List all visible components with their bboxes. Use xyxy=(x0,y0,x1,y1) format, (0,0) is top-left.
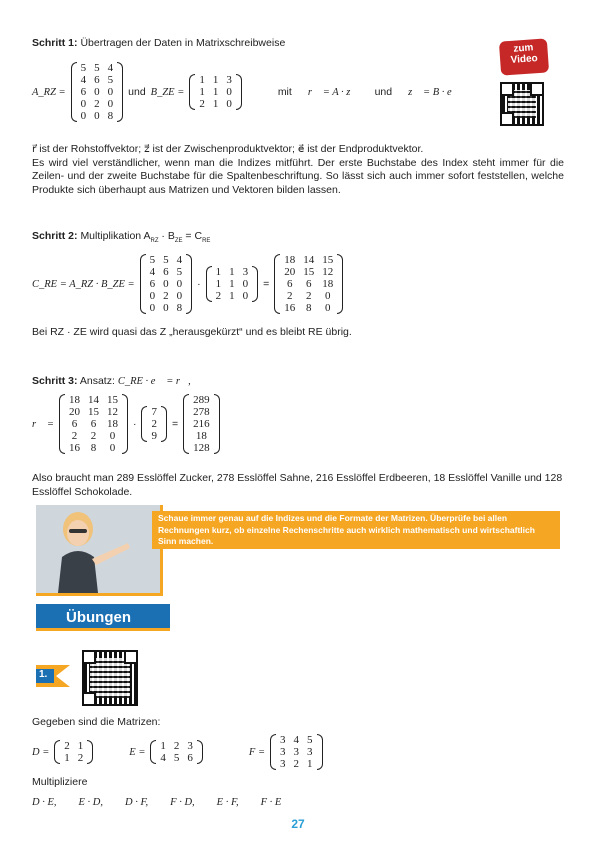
matrix-cell: 0 xyxy=(325,290,331,302)
matrix-cell: 1 xyxy=(199,86,205,98)
bracket-right xyxy=(161,406,167,442)
matrix-cell: 1 xyxy=(229,290,235,302)
matrix-cell: 0 xyxy=(94,86,100,98)
exercise-task: Multipliziere xyxy=(32,776,88,788)
vector-r xyxy=(183,394,220,454)
matrix-cell: 18 xyxy=(322,278,334,290)
matrix-cell: 0 xyxy=(109,430,116,442)
bracket-right xyxy=(197,740,203,764)
product-item: D · E, xyxy=(32,797,57,808)
matrix-cell: 4 xyxy=(149,266,156,278)
matrix-cell: 216 xyxy=(193,418,210,430)
matrix-cell: 6 xyxy=(94,74,100,86)
exercise-intro: Gegeben sind die Matrizen: xyxy=(32,716,161,728)
matrix-b xyxy=(189,74,242,110)
matrix-cell: 6 xyxy=(163,266,169,278)
matrix-cell: 278 xyxy=(193,406,210,418)
product-item: F · E xyxy=(260,797,282,808)
exercise-number-badge: 1. xyxy=(36,665,70,687)
bracket-right xyxy=(122,394,128,454)
step2-heading: Schritt 2: Multiplikation $A_{RZ} \cdot B_{ZE} = C_{RE}$ xyxy=(32,230,211,245)
matrix-cell: 1 xyxy=(215,266,222,278)
matrix-cell: 6 xyxy=(80,86,87,98)
matrix-cell: 15 xyxy=(87,406,99,418)
matrix-cell: 8 xyxy=(107,110,114,122)
step2-equation: C_RE = A_RZ · B_ZE = 5 5 4 4 6 5 6 0 0 0 2 0 0 0 8 · 1 1 3 1 1 0 2 1 0 = 18 14 15 20 15 12 6 6 18 2 2 0 16 8 0 xyxy=(32,254,343,314)
matrix-b-copy xyxy=(206,266,259,302)
matrix-cell: 289 xyxy=(193,394,210,406)
matrix-cell: 0 xyxy=(94,110,100,122)
matrix-cell: 15 xyxy=(303,266,315,278)
matrix-cell: 8 xyxy=(176,302,183,314)
matrix-cell: 2 xyxy=(71,430,78,442)
step1-equation: A_RZ = 5 5 4 4 6 5 6 0 0 0 2 0 0 0 8 und B_ZE = 1 1 3 1 1 0 2 1 0 mit r⃗ = A · z⃗ und z⃗ = B · e⃗ xyxy=(32,62,460,122)
matrix-a-copy xyxy=(140,254,193,314)
matrix-cell: 1 xyxy=(212,74,219,86)
matrix-cell: 0 xyxy=(163,278,169,290)
matrix-a-name: A_RZ = xyxy=(32,86,66,98)
matrix-e xyxy=(150,740,203,764)
bracket-right xyxy=(317,734,323,770)
person-pointing-icon xyxy=(36,505,160,593)
matrix-cell: 2 xyxy=(64,740,70,752)
matrix-cell: 2 xyxy=(215,290,222,302)
matrix-cell: 1 xyxy=(229,278,235,290)
matrix-cell: 2 xyxy=(94,98,100,110)
matrix-f xyxy=(270,734,323,770)
matrix-b-name: B_ZE = xyxy=(150,86,185,98)
matrix-d xyxy=(54,740,93,764)
matrix-cell: 14 xyxy=(303,254,315,266)
matrix-cell: 1 xyxy=(160,740,166,752)
matrix-cell: 5 xyxy=(173,752,180,764)
matrix-cell: 6 xyxy=(306,278,312,290)
step3-conclusion: Also braucht man 289 Esslöffel Zucker, 278 Esslöffel Sahne, 216 Esslöffel Erdbeeren, 18 Esslöffel Vanille und 128 Esslöffel Schokolade. xyxy=(32,472,563,498)
matrix-cell: 18 xyxy=(284,254,296,266)
matrix-cell: 6 xyxy=(287,278,293,290)
bracket-right xyxy=(337,254,343,314)
matrix-cell: 1 xyxy=(64,752,70,764)
matrix-cell: 5 xyxy=(149,254,156,266)
matrix-cell: 15 xyxy=(322,254,334,266)
matrix-cell: 2 xyxy=(293,758,300,770)
bracket-right xyxy=(186,254,192,314)
tip-box: Schaue immer genau auf die Indizes und die Formate der Matrizen. Überprüfe bei allen Rechnungen kurz, ob einzelne Rechenschritte auch wirklich mathematisch und wirtschaftlich Sinn machen. xyxy=(152,511,560,549)
matrix-cell: 5 xyxy=(107,74,114,86)
matrix-cell: 0 xyxy=(80,110,87,122)
step3-equation: r⃗ = 18 14 15 20 15 12 6 6 18 2 2 0 16 8 0 · 7 2 9 = 289 278 216 18 128 xyxy=(32,394,220,454)
formula-r: r⃗ = A · z⃗ xyxy=(307,86,359,98)
qr-code-video[interactable] xyxy=(500,82,544,126)
matrix-cell: 6 xyxy=(71,418,78,430)
bracket-right xyxy=(87,740,93,764)
matrix-cell: 16 xyxy=(68,442,80,454)
matrix-cell: 14 xyxy=(87,394,99,406)
bracket-right xyxy=(117,62,123,122)
product-item: E · F, xyxy=(216,797,239,808)
matrix-cell: 3 xyxy=(187,740,193,752)
matrix-cell: 2 xyxy=(151,418,157,430)
matrix-cell: 0 xyxy=(109,442,116,454)
matrix-cell: 18 xyxy=(68,394,80,406)
matrix-c-copy xyxy=(59,394,128,454)
matrix-cell: 12 xyxy=(322,266,334,278)
matrix-cell: 1 xyxy=(199,74,205,86)
bracket-right xyxy=(214,394,220,454)
matrix-cell: 7 xyxy=(151,406,157,418)
matrix-cell: 16 xyxy=(284,302,296,314)
formula-z: z⃗ = B · e⃗ xyxy=(408,86,460,98)
matrix-cell: 0 xyxy=(176,278,183,290)
matrix-cell: 3 xyxy=(226,74,232,86)
step1-paragraph: r⃗ ist der Rohstoffvektor; z⃗ ist der Zwischenproduktvektor; e⃗ ist der Endproduktvektor. Es wird viel verständlicher, wenn man die Indizes mitführt. Der erste Buchstabe des Index steht immer für die Zeilen- und der zweite Buchstabe für die Spaltenbeschriftung. So lässt sich auch immer sofort feststellen, welche Produkte sich überhaupt aus Matrizen und Vektoren bilden lassen. xyxy=(32,143,564,196)
matrix-cell: 0 xyxy=(163,302,169,314)
tip-illustration xyxy=(36,505,163,596)
exercise-matrices: D = 2 1 1 2 E = 1 2 3 4 5 6 F = 3 4 5 3 3 3 3 2 1 xyxy=(32,734,323,770)
step2-note: Bei RZ · ZE wird quasi das Z „herausgekürzt“ und es bleibt RE übrig. xyxy=(32,326,352,338)
matrix-cell: 0 xyxy=(226,98,232,110)
matrix-cell: 0 xyxy=(107,98,114,110)
matrix-cell: 0 xyxy=(149,302,156,314)
vector-e xyxy=(141,406,167,442)
video-badge[interactable]: zum Video xyxy=(499,38,549,75)
bracket-right xyxy=(252,266,258,302)
product-item: E · D, xyxy=(78,797,103,808)
page-number: 27 xyxy=(291,817,305,831)
matrix-cell: 1 xyxy=(215,278,222,290)
section-header: Übungen xyxy=(36,604,170,631)
step3-heading: Schritt 3: Ansatz: C_RE · e⃗ = r⃗, xyxy=(32,375,191,387)
matrix-cell: 8 xyxy=(90,442,97,454)
matrix-cell: 3 xyxy=(242,266,249,278)
matrix-cell: 0 xyxy=(325,302,331,314)
matrix-cell: 20 xyxy=(68,406,80,418)
matrix-cell: 3 xyxy=(280,746,286,758)
matrix-c-result xyxy=(274,254,343,314)
matrix-cell: 6 xyxy=(187,752,193,764)
bracket-right xyxy=(236,74,242,110)
matrix-cell: 0 xyxy=(176,290,183,302)
matrix-cell: 5 xyxy=(94,62,100,74)
matrix-cell: 2 xyxy=(199,98,205,110)
matrix-cell: 2 xyxy=(173,740,180,752)
matrix-cell: 5 xyxy=(176,266,183,278)
matrix-cell: 2 xyxy=(90,430,97,442)
matrix-cell: 3 xyxy=(307,746,313,758)
matrix-cell: 2 xyxy=(77,752,84,764)
matrix-cell: 0 xyxy=(226,86,232,98)
matrix-a xyxy=(71,62,124,122)
matrix-cell: 5 xyxy=(80,62,87,74)
step1-heading: Schritt 1: Übertragen der Daten in Matrixschreibweise xyxy=(32,37,286,49)
matrix-cell: 18 xyxy=(106,418,118,430)
matrix-cell: 4 xyxy=(80,74,87,86)
exercise-products xyxy=(32,797,281,808)
matrix-cell: 6 xyxy=(149,278,156,290)
matrix-cell: 128 xyxy=(193,442,210,454)
matrix-cell: 1 xyxy=(212,86,219,98)
matrix-cell: 0 xyxy=(242,278,249,290)
matrix-cell: 6 xyxy=(90,418,97,430)
matrix-cell: 1 xyxy=(229,266,235,278)
matrix-cell: 2 xyxy=(163,290,169,302)
product-item: D · F, xyxy=(125,797,149,808)
matrix-cell: 18 xyxy=(195,430,207,442)
matrix-cell: 20 xyxy=(284,266,296,278)
matrix-cell: 3 xyxy=(280,758,286,770)
matrix-cell: 4 xyxy=(107,62,114,74)
matrix-cell: 0 xyxy=(242,290,249,302)
matrix-cell: 2 xyxy=(306,290,312,302)
matrix-cell: 9 xyxy=(151,430,157,442)
matrix-cell: 4 xyxy=(293,734,300,746)
matrix-cell: 1 xyxy=(307,758,313,770)
matrix-cell: 12 xyxy=(106,406,118,418)
matrix-cell: 5 xyxy=(163,254,169,266)
matrix-cell: 3 xyxy=(280,734,286,746)
matrix-cell: 1 xyxy=(77,740,84,752)
matrix-cell: 5 xyxy=(307,734,313,746)
matrix-cell: 4 xyxy=(160,752,166,764)
matrix-cell: 15 xyxy=(106,394,118,406)
matrix-cell: 8 xyxy=(306,302,312,314)
matrix-cell: 4 xyxy=(176,254,183,266)
matrix-cell: 0 xyxy=(107,86,114,98)
qr-code-exercise[interactable] xyxy=(82,650,138,706)
matrix-cell: 1 xyxy=(212,98,219,110)
product-item: F · D, xyxy=(170,797,195,808)
matrix-cell: 0 xyxy=(80,98,87,110)
matrix-cell: 2 xyxy=(287,290,293,302)
matrix-cell: 0 xyxy=(149,290,156,302)
matrix-cell: 3 xyxy=(293,746,300,758)
